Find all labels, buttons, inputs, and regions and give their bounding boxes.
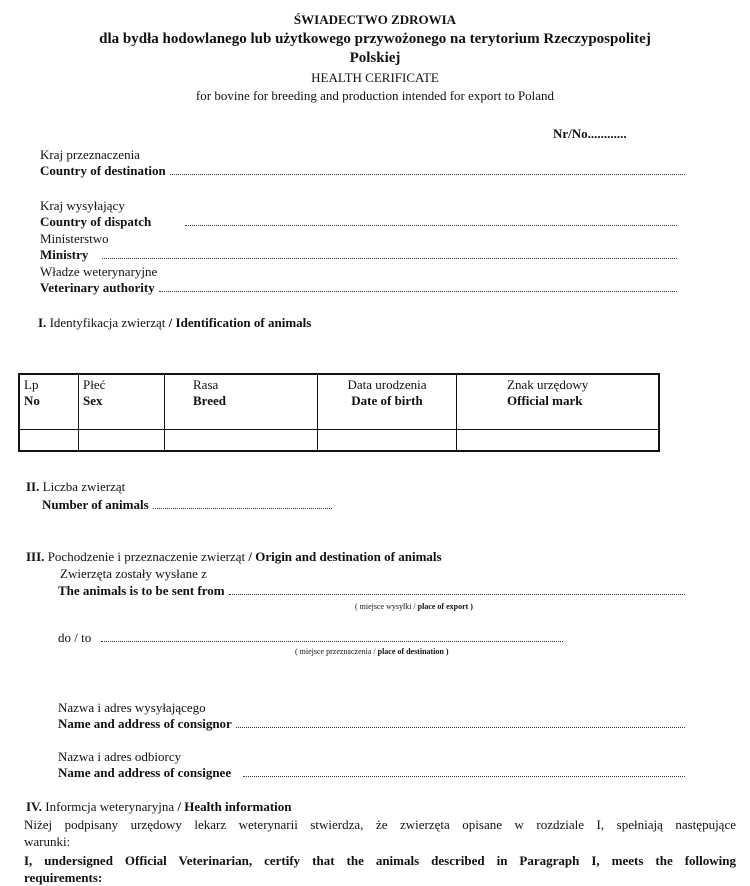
sent-from-field[interactable] xyxy=(58,583,685,599)
subtitle-pl-1: dla bydła hodowlanego lub użytkowego przywożonego na terytorium Rzeczypospolitej xyxy=(99,31,651,47)
dotted-fill xyxy=(236,717,685,728)
section-1-heading: I. Identyfikacja zwierząt / Identification of animals xyxy=(38,315,312,330)
veterinary-authority-field[interactable] xyxy=(40,280,677,296)
consignor-field[interactable] xyxy=(58,716,685,732)
section-2-heading: II. Liczba zwierząt xyxy=(26,479,126,494)
subtitle-en: for bovine for breeding and production intended for export to Poland xyxy=(195,88,555,103)
section-4-heading: IV. Informcja weterynaryjna / Health information xyxy=(26,799,292,814)
table-header-row xyxy=(19,374,659,430)
ministry-label-en: Ministry xyxy=(40,247,89,262)
col-sex: Płeć Sex xyxy=(79,374,165,430)
ministry-label-pl: Ministerstwo xyxy=(40,231,109,246)
section-3-heading: III. Pochodzenie i przeznaczenie zwierząt / Origin and destination of animals xyxy=(26,549,442,564)
ministry-field[interactable] xyxy=(40,247,677,263)
sent-label-pl: Zwierzęta zostały wysłane z xyxy=(60,566,207,581)
dotted-fill xyxy=(159,281,677,292)
vet-label-pl: Władze weterynaryjne xyxy=(40,264,158,279)
consignor-label-pl: Nazwa i adres wysyłającego xyxy=(58,700,206,715)
to-field[interactable] xyxy=(58,630,563,646)
dest-label-pl: Kraj przeznaczenia xyxy=(40,147,140,162)
dotted-fill xyxy=(102,248,677,259)
dotted-fill xyxy=(185,215,677,226)
consignee-label-en: Name and address of consignee xyxy=(58,765,232,780)
col-no: Lp No xyxy=(19,374,79,430)
dotted-fill xyxy=(229,584,685,595)
country-of-destination-field[interactable] xyxy=(40,163,685,179)
place-of-export-caption: ( miejsce wysyłki / place of export ) xyxy=(355,602,473,611)
place-of-destination-caption: ( miejsce przeznaczenia / place of destination ) xyxy=(295,647,449,656)
dispatch-label-pl: Kraj wysyłający xyxy=(40,198,125,213)
dispatch-label-en: Country of dispatch xyxy=(40,214,152,229)
title-pl: ŚWIADECTWO ZDROWIA xyxy=(293,12,457,27)
col-date-of-birth: Data urodzenia Date of birth xyxy=(318,374,457,430)
number-label-en: Number of animals xyxy=(42,497,149,512)
consignor-label-en: Name and address of consignor xyxy=(58,716,232,731)
dotted-fill xyxy=(243,766,685,777)
dotted-fill xyxy=(153,498,332,509)
dest-label-en: Country of destination xyxy=(40,163,166,178)
number-of-animals-field[interactable] xyxy=(42,497,332,513)
certificate-number[interactable]: Nr/No............ xyxy=(553,126,627,141)
title-en: HEALTH CERIFICATE xyxy=(311,70,439,85)
country-of-dispatch-field[interactable] xyxy=(40,214,677,230)
col-official-mark: Znak urzędowy Official mark xyxy=(457,374,660,430)
sent-label-en: The animals is to be sent from xyxy=(58,583,225,598)
health-text-en: I, undersigned Official Veterinarian, certify that the animals described in Paragraph I, meets the following requirements: xyxy=(24,853,736,885)
table-row[interactable] xyxy=(19,430,659,452)
health-text-pl: Niżej podpisany urzędowy lekarz weterynarii stwierdza, że zwierzęta opisane w rozdziale I, spełniają następujące warunki: xyxy=(24,817,736,849)
dotted-fill xyxy=(101,631,563,642)
subtitle-pl-2: Polskiej xyxy=(349,50,401,66)
consignee-label-pl: Nazwa i adres odbiorcy xyxy=(58,749,182,764)
to-label: do / to xyxy=(58,630,92,645)
col-breed: Rasa Breed xyxy=(165,374,318,430)
consignee-field[interactable] xyxy=(58,765,685,781)
animals-table xyxy=(18,373,660,452)
dotted-fill xyxy=(170,164,685,175)
vet-label-en: Veterinary authority xyxy=(40,280,155,295)
